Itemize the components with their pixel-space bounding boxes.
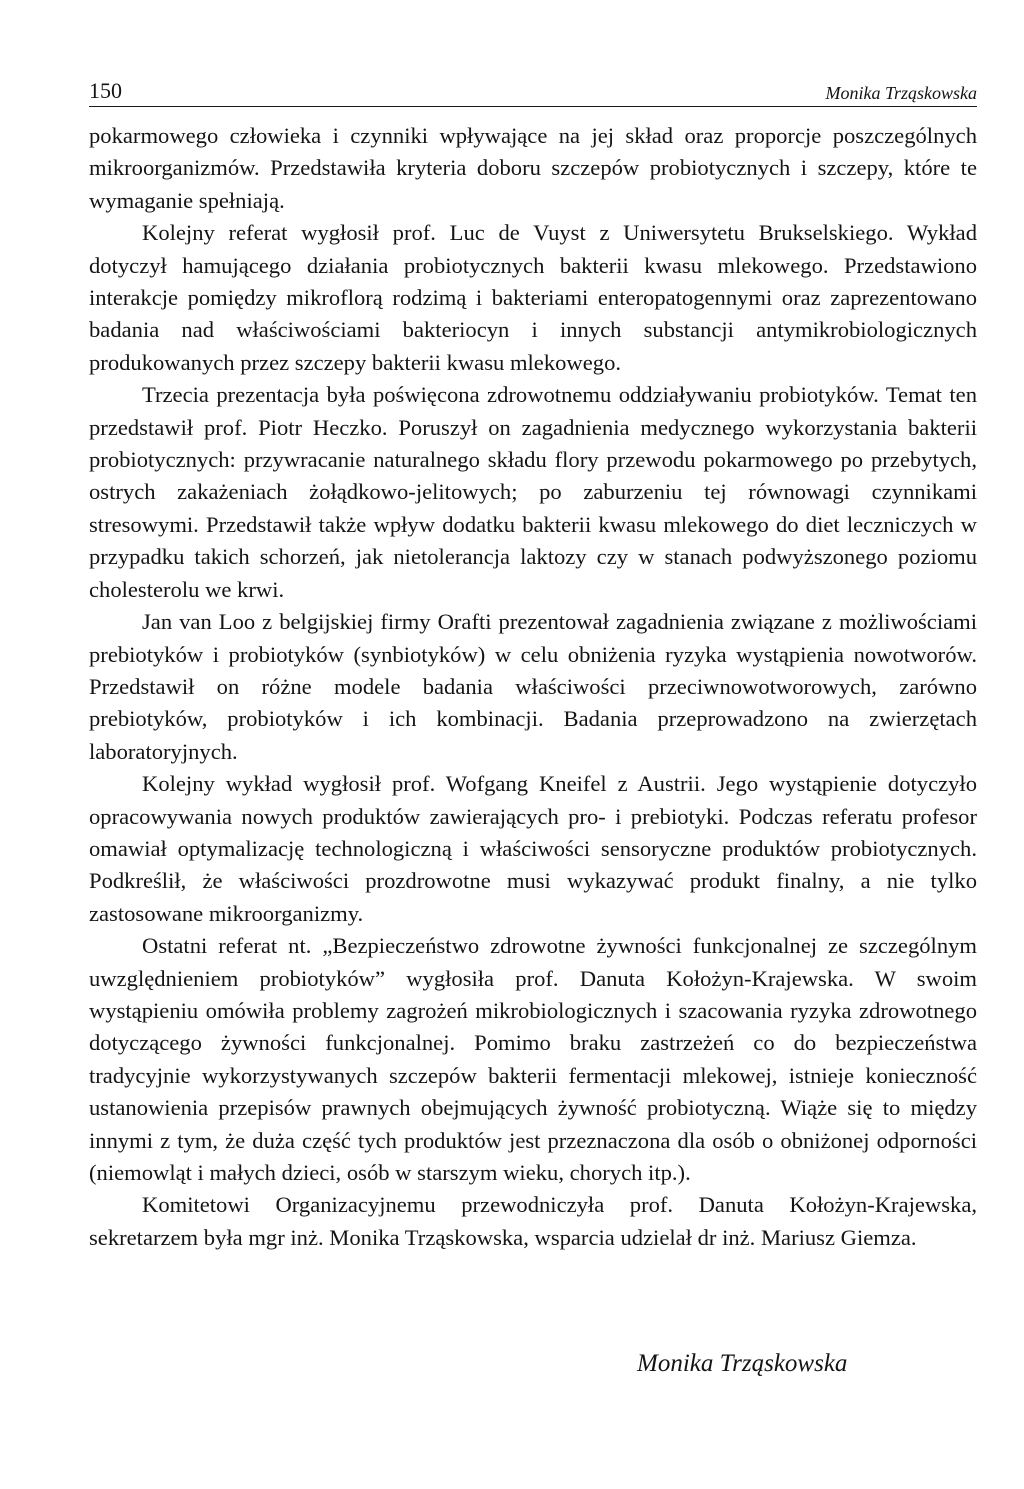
- paragraph: Ostatni referat nt. „Bezpieczeństwo zdrowotne żywności funkcjonalnej ze szczególnym uwzględnieniem probiotyków” wygłosiła prof. Danuta Kołożyn-Krajewska. W swoim wystąpieniu omówiła problemy zagrożeń mikrobiologicznych i szacowania ryzyka zdrowotnego dotyczącego żywności funkcjonalnej. Pomimo braku zastrzeżeń co do bezpieczeństwa tradycyjnie wykorzystywanych szczepów bakterii fermentacji mlekowej, istnieje konieczność ustanowienia przepisów prawnych obejmujących żywność probiotyczną. Wiąże się to między innymi z tym, że duża część tych produktów jest przeznaczona dla osób o obniżonej odporności (niemowląt i małych dzieci, osób w starszym wieku, chorych itp.).: [89, 933, 977, 1185]
- page-header: [89, 76, 977, 107]
- document-page: [89, 76, 977, 1254]
- paragraph: Jan van Loo z belgijskiej firmy Orafti prezentował zagadnienia związane z możliwościami prebiotyków i probiotyków (synbiotyków) w celu obniżenia ryzyka wystąpienia nowotworów. Przedstawił on różne modele badania właściwości przeciwnowotworowych, zarówno prebiotyków, probiotyków i ich kombinacji. Badania przeprowadzono na zwierzętach laboratoryjnych.: [89, 609, 977, 764]
- paragraph: Kolejny referat wygłosił prof. Luc de Vuyst z Uniwersytetu Brukselskiego. Wykład dotyczył hamującego działania probiotycznych bakterii kwasu mlekowego. Przedstawiono interakcje pomiędzy mikroflorą rodzimą i bakteriami enteropatogennymi oraz zaprezentowano badania nad właściwościami bakteriocyn i innych substancji antymikrobiologicznych produkowanych przez szczepy bakterii kwasu mlekowego.: [89, 220, 977, 375]
- page-number: 150: [89, 78, 122, 103]
- author-signature: Monika Trząskowska: [637, 1350, 848, 1377]
- body-text: [89, 120, 977, 1254]
- paragraph: Komitetowi Organizacyjnemu przewodniczyła prof. Danuta Kołożyn-Krajewska, sekretarzem była mgr inż. Monika Trząskowska, wsparcia udzielał dr inż. Mariusz Giemza.: [89, 1192, 977, 1250]
- running-head: Monika Trząskowska: [825, 83, 977, 103]
- paragraph: Kolejny wykład wygłosił prof. Wofgang Kneifel z Austrii. Jego wystąpienie dotyczyło opracowywania nowych produktów zawierających pro- i prebiotyki. Podczas referatu profesor omawiał optymalizację technologiczną i właściwości sensoryczne produktów probiotycznych. Podkreślił, że właściwości prozdrowotne musi wykazywać produkt finalny, a nie tylko zastosowane mikroorganizmy.: [89, 771, 977, 926]
- paragraph: pokarmowego człowieka i czynniki wpływające na jej skład oraz proporcje poszczególnych mikroorganizmów. Przedstawiła kryteria doboru szczepów probiotycznych i szczepy, które te wymaganie spełniają.: [89, 123, 977, 213]
- paragraph: Trzecia prezentacja była poświęcona zdrowotnemu oddziaływaniu probiotyków. Temat ten przedstawił prof. Piotr Heczko. Poruszył on zagadnienia medycznego wykorzystania bakterii probiotycznych: przywracanie naturalnego składu flory przewodu pokarmowego po przebytych, ostrych zakażeniach żołądkowo-jelitowych; po zaburzeniu tej równowagi czynnikami stresowymi. Przedstawił także wpływ dodatku bakterii kwasu mlekowego do diet leczniczych w przypadku takich schorzeń, jak nietolerancja laktozy czy w stanach podwyższonego poziomu cholesterolu we krwi.: [89, 382, 977, 602]
